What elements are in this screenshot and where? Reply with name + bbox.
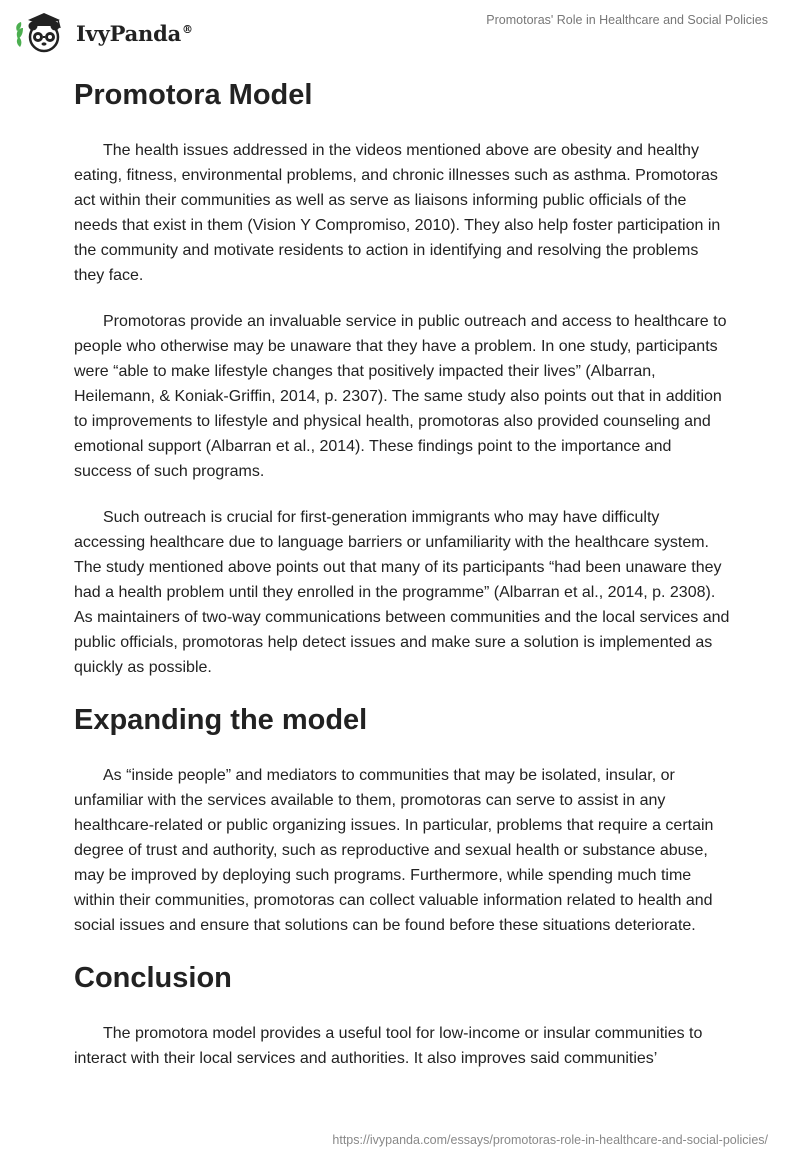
paragraph: The promotora model provides a useful tool for low-income or insular communities to interact with their local services and authorities. It also improves said communities’ bbox=[74, 1025, 703, 1067]
section-heading-expanding-the-model: Expanding the model bbox=[74, 704, 368, 736]
panda-graduate-icon bbox=[14, 9, 72, 57]
section-heading-conclusion: Conclusion bbox=[74, 962, 232, 994]
paragraph: As “inside people” and mediators to communities that may be isolated, insular, or unfamiliar with the services available to them, promotoras can serve to assist in any healthcare-related or public organizing issues. In particular, problems that require a certain degree of trust and authority, such as reproductive and sexual health or substance abuse, may be improved by deploying such programs. Furthermore, while spending much time within their communities, promotoras can collect valuable information related to health and social issues and ensure that solutions can be found before these situations deteriorate. bbox=[74, 767, 714, 934]
logo-wordmark: IvyPanda® bbox=[76, 20, 193, 46]
running-title: Promotoras' Role in Healthcare and Social Policies bbox=[486, 13, 768, 27]
paragraph: Such outreach is crucial for first-generation immigrants who may have difficulty accessing healthcare due to language barriers or unfamiliarity with the healthcare system. The study mentioned above points out that many of its participants “had been unaware they had a health problem until they enrolled in the programme” (Albarran et al., 2014, p. 2308). As maintainers of two-way communications between communities and the local services and public officials, promotoras help detect issues and make sure a solution is implemented as quickly as possible. bbox=[74, 509, 730, 676]
paragraph: The health issues addressed in the videos mentioned above are obesity and healthy eating, fitness, environmental problems, and chronic illnesses such as asthma. Promotoras act within their communities as well as serve as liaisons informing public officials of the needs that exist in them (Vision Y Compromiso, 2010). They also help foster participation in the community and motivate residents to action in identifying and resolving the problems they face. bbox=[74, 142, 721, 284]
essay-body bbox=[74, 70, 730, 1092]
paragraph: Promotoras provide an invaluable service in public outreach and access to healthcare to people who otherwise may be unaware that they have a problem. In one study, participants were “able to make lifestyle changes that positively impacted their lives” (Albarran, Heilemann, & Koniak-Griffin, 2014, p. 2307). The same study also points out that in addition to improvements to lifestyle and physical health, promotoras also provided counseling and emotional support (Albarran et al., 2014). These findings point to the importance and success of such programs. bbox=[74, 313, 727, 480]
ivypanda-logo[interactable] bbox=[14, 8, 193, 58]
source-url[interactable]: https://ivypanda.com/essays/promotoras-role-in-healthcare-and-social-policies/ bbox=[332, 1133, 768, 1147]
section-heading-promotora-model: Promotora Model bbox=[74, 79, 313, 111]
page-header bbox=[0, 0, 800, 70]
